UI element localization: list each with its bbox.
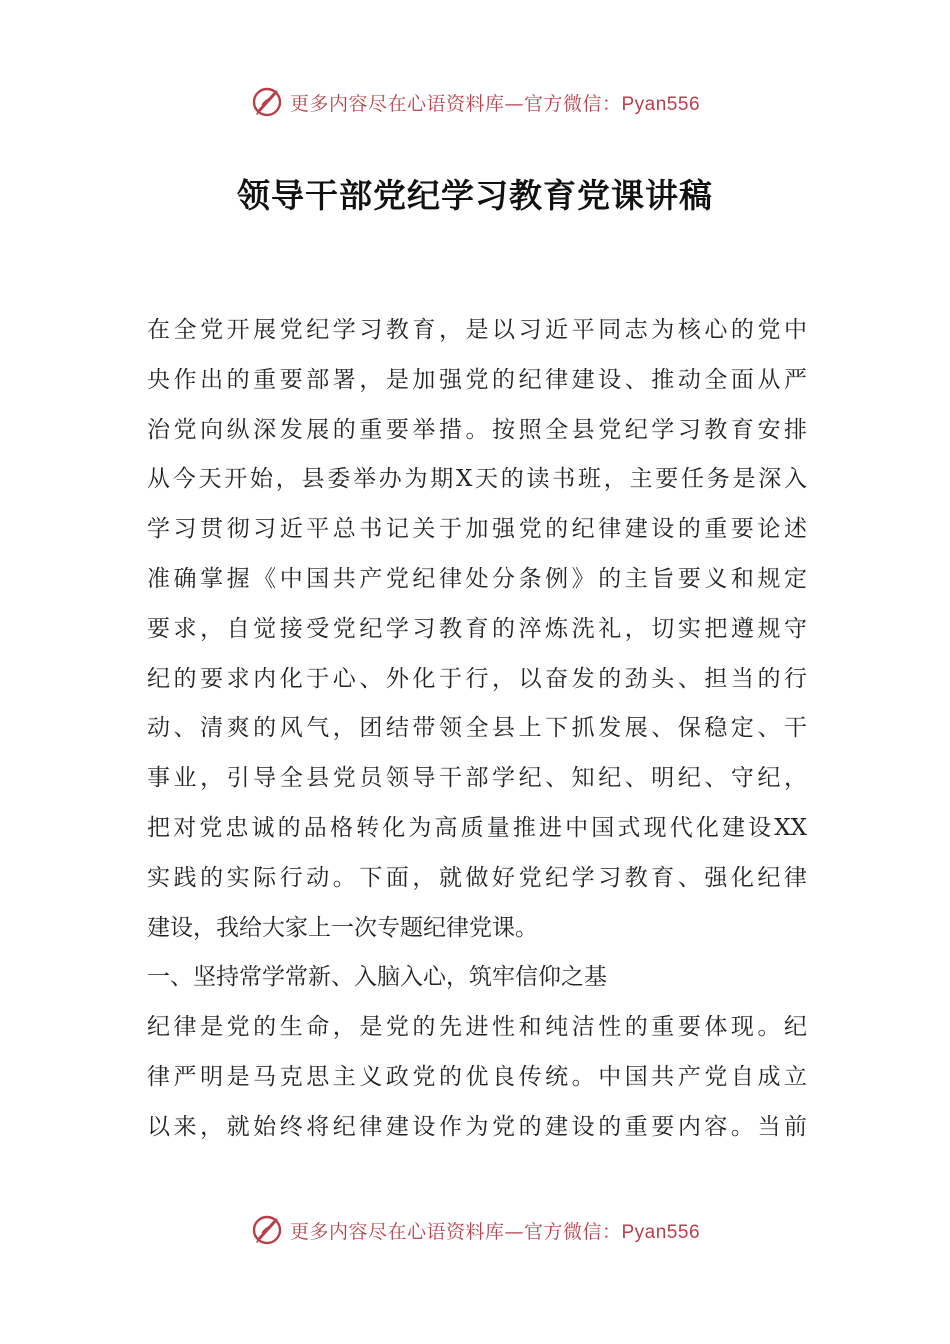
footer-banner-text: 更多内容尽在心语资料库—官方微信：Pyan556 xyxy=(289,1220,701,1243)
text-line: 学习贯彻习近平总书记关于加强党的纪律建设的重要论述 xyxy=(147,516,807,543)
text-line: 治党向纵深发展的重要举措。按照全县党纪学习教育安排 xyxy=(147,416,807,443)
text-line: 从今天开始，县委举办为期X天的读书班，主要任务是深入 xyxy=(147,466,807,493)
text-line: 事业，引导全县党员领导干部学纪、知纪、明纪、守纪， xyxy=(147,765,807,792)
pen-circle-logo-icon xyxy=(250,85,284,119)
footer-banner xyxy=(0,1210,950,1250)
text-line: 在全党开展党纪学习教育，是以习近平同志为核心的党中 xyxy=(147,317,807,343)
header-banner-text: 更多内容尽在心语资料库—官方微信：Pyan556 xyxy=(289,92,701,115)
text-line: 律严明是马克思主义政党的优良传统。中国共产党自成立 xyxy=(147,1063,807,1090)
text-line: 准确掌握《中国共产党纪律处分条例》的主旨要义和规定 xyxy=(147,565,807,592)
text-line: 建设，我给大家上一次专题纪律党课。 xyxy=(147,914,538,941)
text-line: 动、清爽的风气，团结带领全县上下抓发展、保稳定、干 xyxy=(147,715,807,742)
text-line: 纪的要求内化于心、外化于行，以奋发的劲头、担当的行 xyxy=(147,665,807,692)
page-title: 领导干部党纪学习教育党课讲稿 xyxy=(237,176,713,215)
body-text xyxy=(147,306,807,1153)
text-line: 实践的实际行动。下面，就做好党纪学习教育、强化纪律 xyxy=(147,864,807,891)
section-heading: 一、坚持常学常新、入脑入心，筑牢信仰之基 xyxy=(147,964,607,991)
text-line: 以来，就始终将纪律建设作为党的建设的重要内容。当前 xyxy=(147,1113,807,1140)
text-line: 要求，自觉接受党纪学习教育的淬炼洗礼，切实把遵规守 xyxy=(147,615,807,642)
footer-wechat-id: Pyan556 xyxy=(621,1221,701,1243)
header-banner xyxy=(0,82,950,122)
header-wechat-id: Pyan556 xyxy=(621,93,701,115)
pen-circle-logo-icon xyxy=(250,1213,284,1247)
text-line: 央作出的重要部署，是加强党的纪律建设、推动全面从严 xyxy=(147,366,807,393)
text-line: 纪律是党的生命，是党的先进性和纯洁性的重要体现。纪 xyxy=(147,1014,807,1041)
text-line: 把对党忠诚的品格转化为高质量推进中国式现代化建设XX xyxy=(147,814,807,841)
